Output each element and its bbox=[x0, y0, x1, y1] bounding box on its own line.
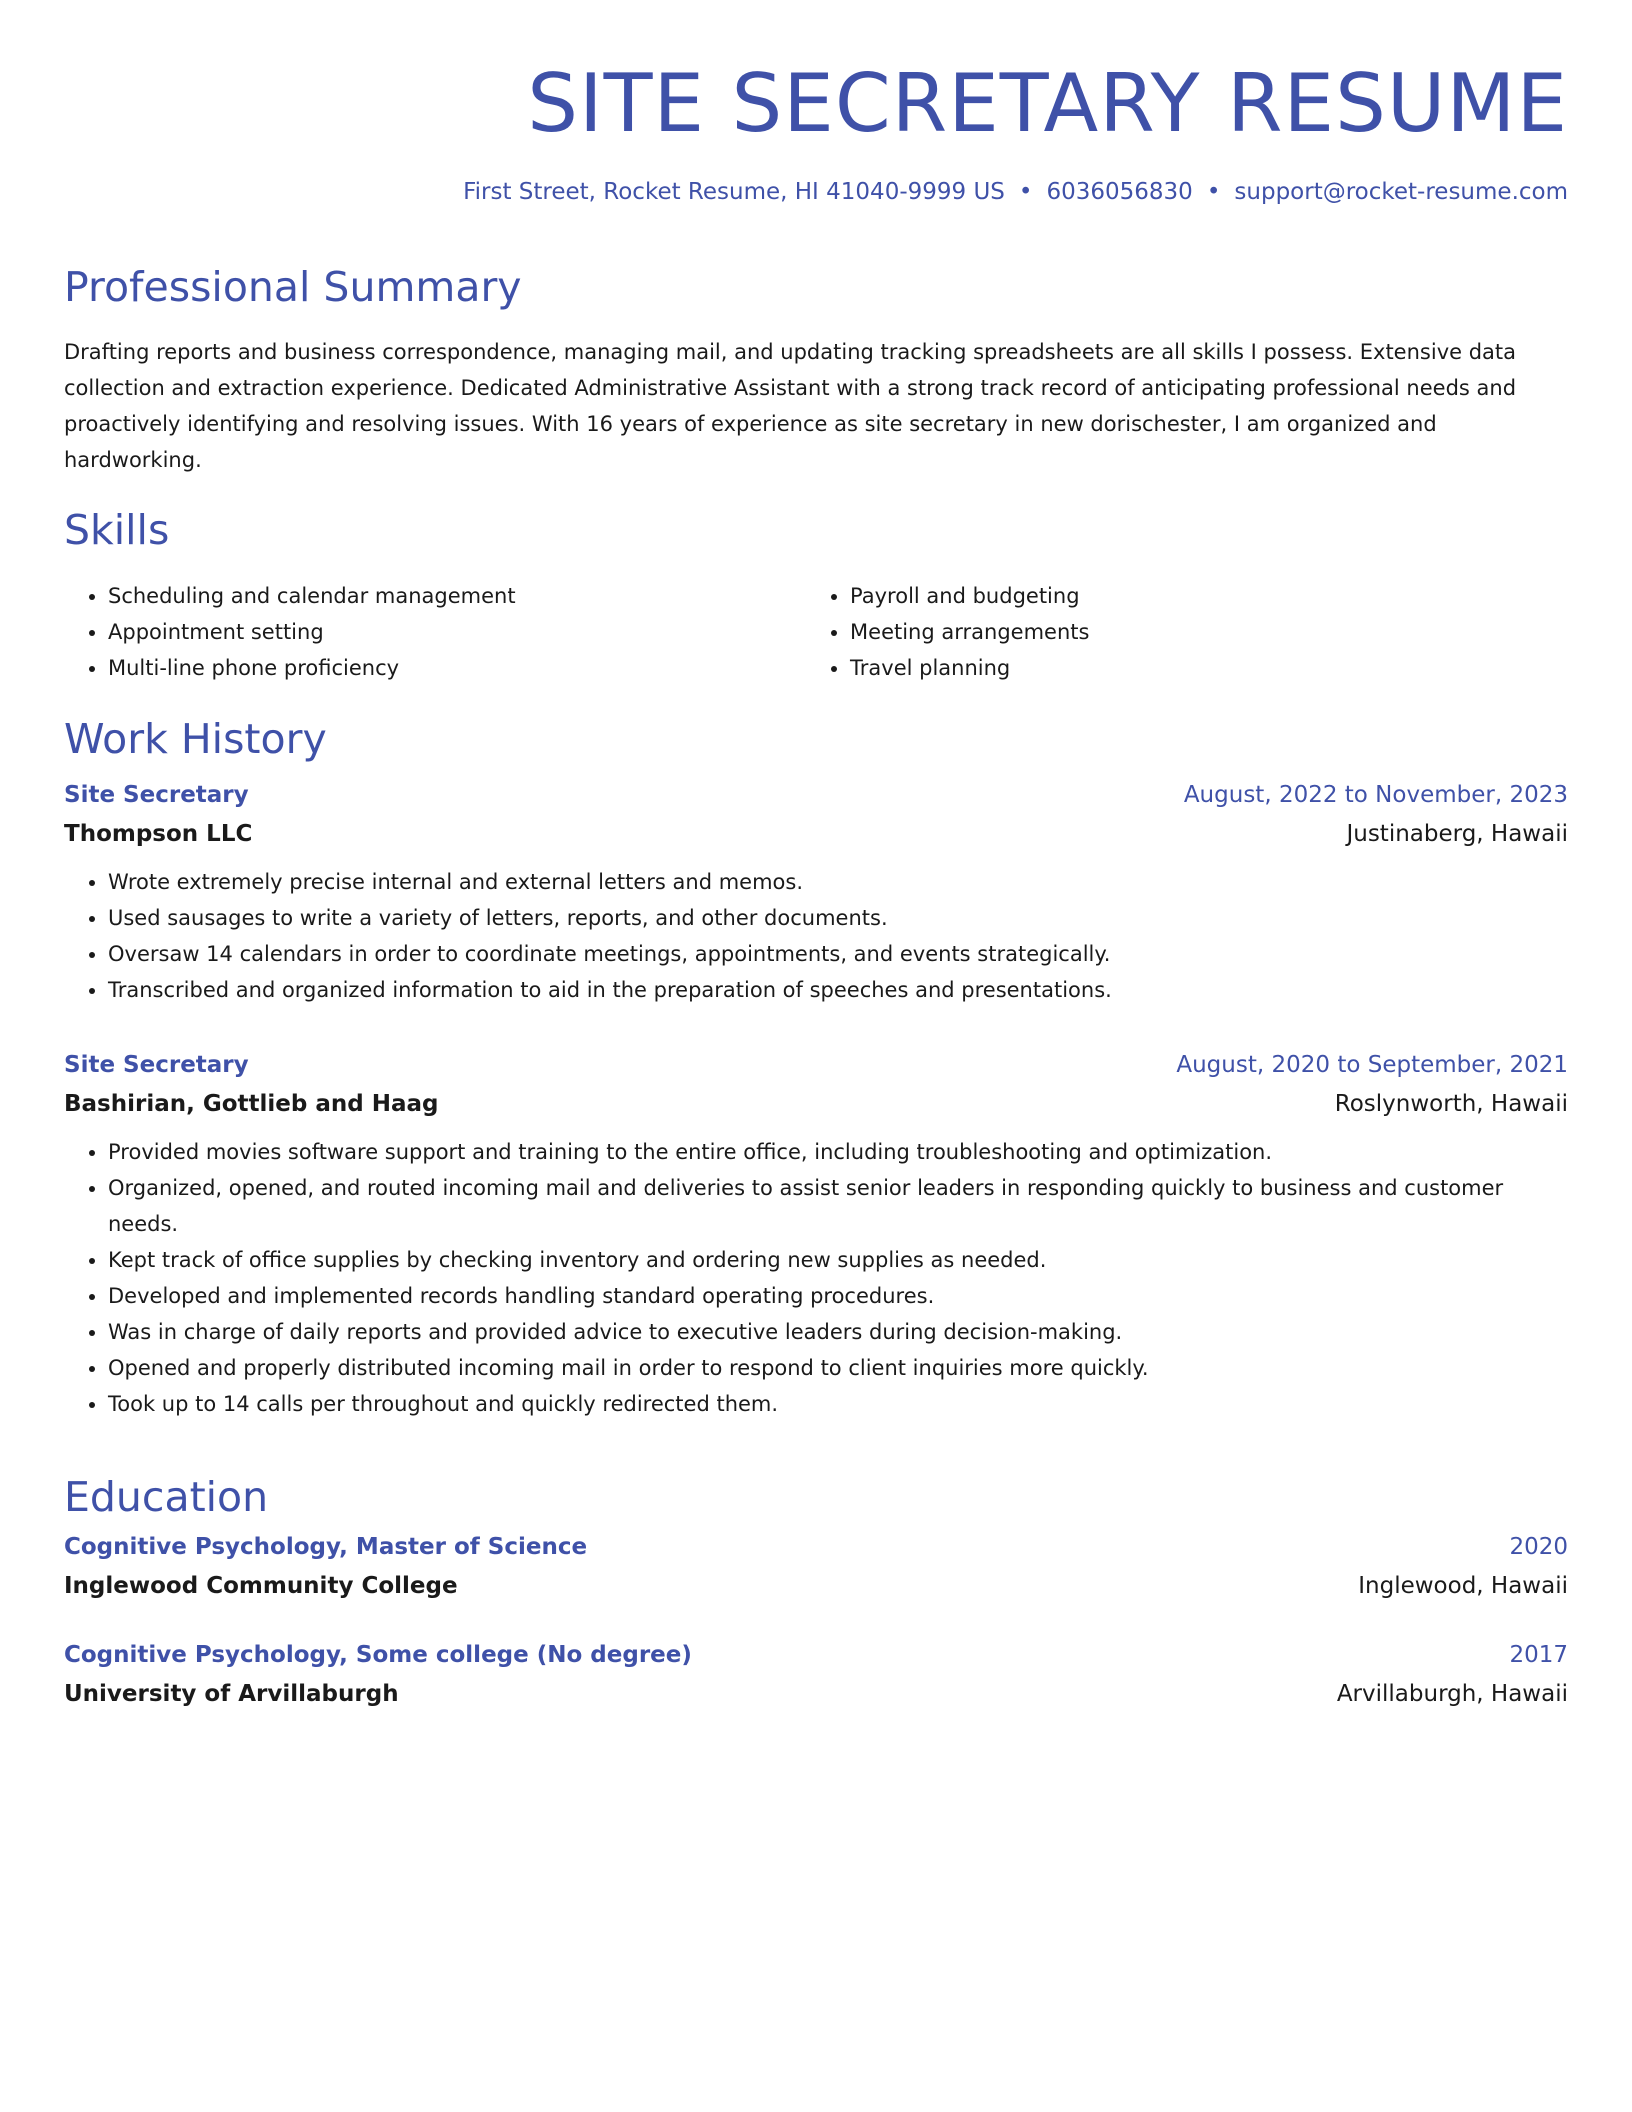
contact-separator: • bbox=[1018, 179, 1033, 205]
job-title: Site Secretary bbox=[64, 1052, 249, 1078]
skills-column-right bbox=[806, 578, 1568, 686]
job-location: Justinaberg, Hawaii bbox=[1346, 821, 1568, 847]
job-title: Site Secretary bbox=[64, 782, 249, 808]
contact-address: First Street, Rocket Resume, HI 41040-9999 US bbox=[463, 179, 1005, 205]
education-year: 2017 bbox=[1509, 1642, 1568, 1668]
job-dates: August, 2020 to September, 2021 bbox=[1176, 1052, 1568, 1078]
skills-list bbox=[64, 578, 1568, 686]
education-entry bbox=[64, 1636, 1568, 1714]
job-bullet: • Was in charge of daily reports and provided advice to executive leaders during decision-making. bbox=[108, 1314, 1568, 1350]
job-bullets bbox=[64, 1134, 1568, 1422]
job-bullet: • Transcribed and organized information to aid in the preparation of speeches and presentations. bbox=[108, 972, 1568, 1008]
education-entry bbox=[64, 1528, 1568, 1606]
resume-title: SITE SECRETARY RESUME bbox=[527, 57, 1568, 150]
job-dates: August, 2022 to November, 2023 bbox=[1183, 782, 1568, 808]
education-heading: Education bbox=[64, 1473, 269, 1521]
job-bullet: • Kept track of office supplies by checking inventory and ordering new supplies as needed. bbox=[108, 1242, 1568, 1278]
contact-email[interactable]: support@rocket-resume.com bbox=[1234, 179, 1568, 205]
skills-heading: Skills bbox=[64, 506, 170, 554]
skills-column-left bbox=[64, 578, 806, 686]
skill-item: • Multi-line phone proficiency bbox=[108, 650, 806, 686]
job-bullet: • Developed and implemented records handling standard operating procedures. bbox=[108, 1278, 1568, 1314]
skill-item: • Payroll and budgeting bbox=[850, 578, 1568, 614]
job-company: Bashirian, Gottlieb and Haag bbox=[64, 1091, 439, 1117]
job-location: Roslynworth, Hawaii bbox=[1334, 1091, 1568, 1117]
job-bullet: • Organized, opened, and routed incoming mail and deliveries to assist senior leaders in responding quickly to business and customer needs. bbox=[108, 1170, 1568, 1242]
job-entry bbox=[64, 776, 1568, 1008]
skill-item: • Appointment setting bbox=[108, 614, 806, 650]
job-company: Thompson LLC bbox=[64, 821, 253, 847]
job-bullet: • Oversaw 14 calendars in order to coordinate meetings, appointments, and events strategically. bbox=[108, 936, 1568, 972]
contact-line bbox=[64, 176, 1568, 208]
summary-heading: Professional Summary bbox=[64, 263, 522, 311]
job-bullet: • Used sausages to write a variety of letters, reports, and other documents. bbox=[108, 900, 1568, 936]
job-bullet: • Opened and properly distributed incoming mail in order to respond to client inquiries more quickly. bbox=[108, 1350, 1568, 1386]
job-bullets bbox=[64, 864, 1568, 1008]
skill-item: • Scheduling and calendar management bbox=[108, 578, 806, 614]
job-entry bbox=[64, 1046, 1568, 1422]
resume-page bbox=[64, 0, 1568, 1707]
contact-phone[interactable]: 6036056830 bbox=[1046, 179, 1193, 205]
education-school: University of Arvillaburgh bbox=[64, 1681, 399, 1707]
job-bullet: • Took up to 14 calls per throughout and quickly redirected them. bbox=[108, 1386, 1568, 1422]
skill-item: • Travel planning bbox=[850, 650, 1568, 686]
education-degree: Cognitive Psychology, Master of Science bbox=[64, 1534, 588, 1560]
summary-text: Drafting reports and business correspondence, managing mail, and updating tracking spreadsheets are all skills I possess. Extensive data collection and extraction experience. Dedicated Administrative Assistant with a strong track record of anticipating professional needs and proactively identifying and resolving issues. With 16 years of experience as site secretary in new dorischester, I am organized and hardworking. bbox=[64, 340, 1517, 472]
education-year: 2020 bbox=[1509, 1534, 1568, 1560]
job-bullet: • Provided movies software support and training to the entire office, including troubleshooting and optimization. bbox=[108, 1134, 1568, 1170]
education-school: Inglewood Community College bbox=[64, 1573, 458, 1599]
education-degree: Cognitive Psychology, Some college (No degree) bbox=[64, 1642, 692, 1668]
job-bullet: • Wrote extremely precise internal and external letters and memos. bbox=[108, 864, 1568, 900]
education-location: Arvillaburgh, Hawaii bbox=[1336, 1681, 1568, 1707]
contact-separator: • bbox=[1206, 179, 1221, 205]
education-location: Inglewood, Hawaii bbox=[1358, 1573, 1568, 1599]
skill-item: • Meeting arrangements bbox=[850, 614, 1568, 650]
work-history-heading: Work History bbox=[64, 715, 327, 763]
